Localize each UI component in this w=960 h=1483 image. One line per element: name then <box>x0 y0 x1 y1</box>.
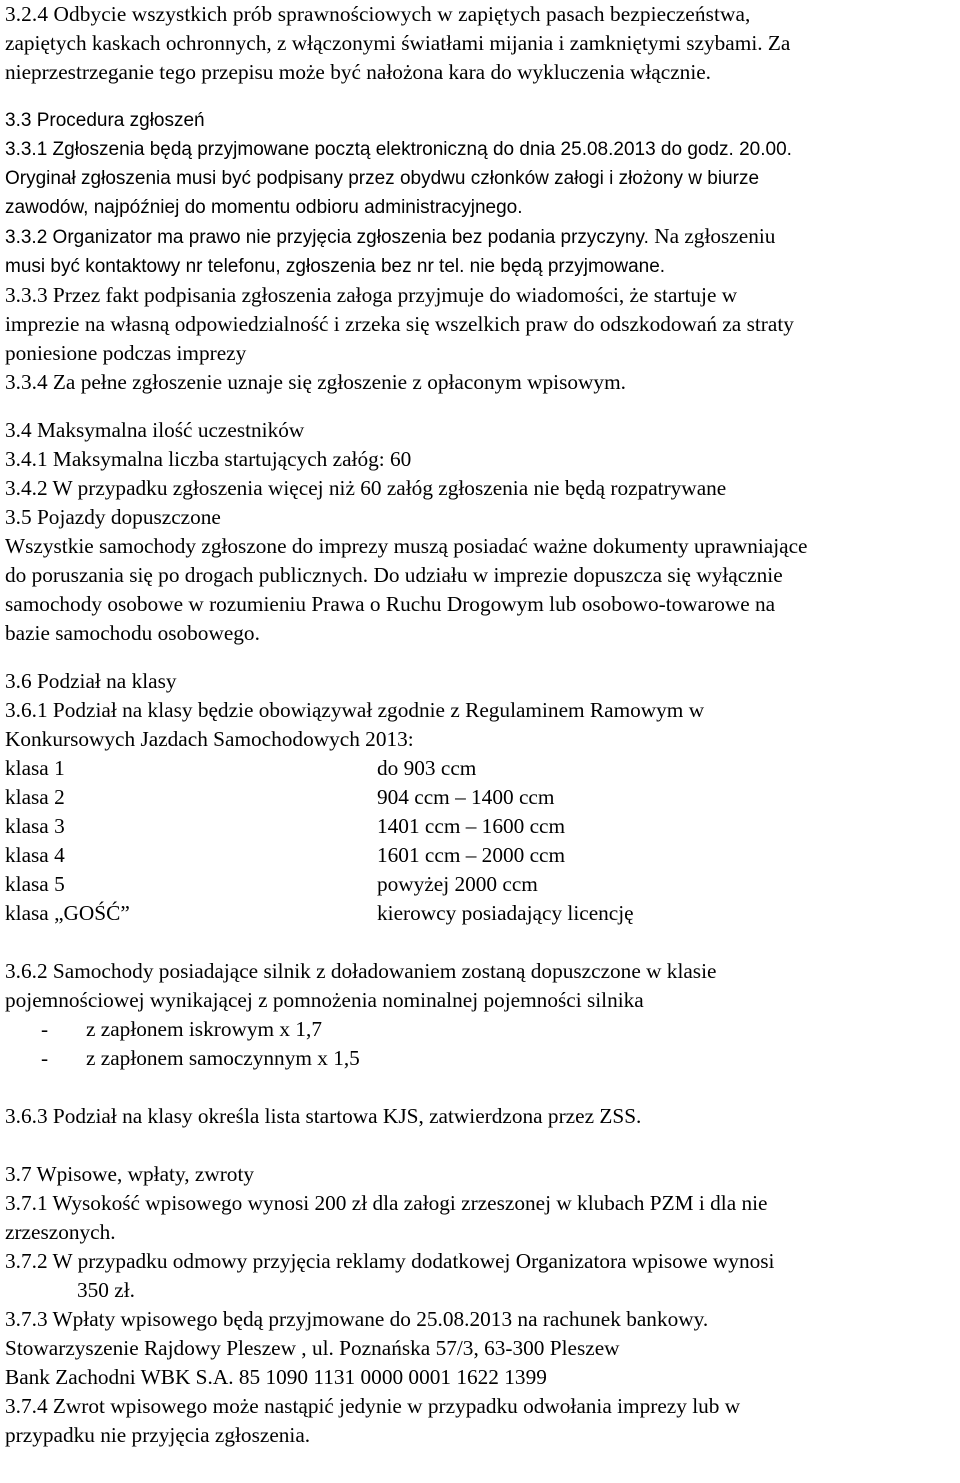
text-line: Wszystkie samochody zgłoszone do imprezy muszą posiadać ważne dokumenty uprawniające <box>5 534 808 558</box>
section-heading: 3.5 Pojazdy dopuszczone <box>5 505 221 529</box>
text-line: samochody osobowe w rozumieniu Prawa o Ruchu Drogowym lub osobowo-towarowe na <box>5 592 776 616</box>
section-heading: 3.4 Maksymalna ilość uczestników <box>5 418 305 442</box>
section-3-4 <box>5 416 957 503</box>
text-line: Bank Zachodni WBK S.A. 85 1090 1131 0000 0001 1622 1399 <box>5 1365 547 1389</box>
text-line: musi być kontaktowy nr telefonu, zgłoszenia bez nr tel. nie będą przyjmowane. <box>5 256 666 277</box>
list-item-text: z zapłonem iskrowym x 1,7 <box>86 1017 322 1041</box>
section-heading: 3.6 Podział na klasy <box>5 669 177 693</box>
text-line: bazie samochodu osobowego. <box>5 621 260 645</box>
section-3-6 <box>5 667 957 1131</box>
text-line: 3.6.2 Samochody posiadające silnik z doładowaniem zostaną dopuszczone w klasie <box>5 959 717 983</box>
class-name: klasa 2 <box>5 785 65 809</box>
text-line: Konkursowych Jazdach Samochodowych 2013: <box>5 727 414 751</box>
class-range: do 903 ccm <box>377 756 477 780</box>
class-row <box>5 841 957 870</box>
text-line <box>5 222 957 252</box>
text-line: 3.6.1 Podział na klasy będzie obowiązywał zgodnie z Regulaminem Ramowym w <box>5 698 705 722</box>
text-line: 3.4.1 Maksymalna liczba startujących załóg: 60 <box>5 447 412 471</box>
text-line: 3.7.4 Zwrot wpisowego może nastąpić jedynie w przypadku odwołania imprezy lub w <box>5 1394 741 1418</box>
section-3-2-4 <box>5 0 957 87</box>
text-line: Stowarzyszenie Rajdowy Pleszew , ul. Poznańska 57/3, 63-300 Pleszew <box>5 1336 620 1360</box>
list-item <box>5 1044 957 1073</box>
section-heading: 3.7 Wpisowe, wpłaty, zwroty <box>5 1162 255 1186</box>
class-range: powyżej 2000 ccm <box>377 872 538 896</box>
text-line: zrzeszonych. <box>5 1220 116 1244</box>
text-line: 3.3.3 Przez fakt podpisania zgłoszenia załoga przyjmuje do wiadomości, że startuje w <box>5 283 738 307</box>
section-3-7 <box>5 1160 957 1450</box>
text-line: nieprzestrzeganie tego przepisu może być nałożona kara do wykluczenia włącznie. <box>5 60 712 84</box>
text-line: 3.3.4 Za pełne zgłoszenie uznaje się zgłoszenie z opłaconym wpisowym. <box>5 370 626 394</box>
section-heading: 3.3 Procedura zgłoszeń <box>5 110 205 131</box>
text-line: 3.3.1 Zgłoszenia będą przyjmowane pocztą elektroniczną do dnia 25.08.2013 do godz. 20.00. <box>5 139 792 160</box>
text-line: 3.2.4 Odbycie wszystkich prób sprawnościowych w zapiętych pasach bezpieczeństwa, <box>5 2 751 26</box>
class-range: 904 ccm – 1400 ccm <box>377 785 555 809</box>
text-line: 350 zł. <box>77 1278 135 1302</box>
text-line: 3.7.2 W przypadku odmowy przyjęcia reklamy dodatkowej Organizatora wpisowe wynosi <box>5 1249 775 1273</box>
list-item <box>5 1015 957 1044</box>
text-line: 3.4.2 W przypadku zgłoszenia więcej niż 60 załóg zgłoszenia nie będą rozpatrywane <box>5 476 727 500</box>
bullet-dash: - <box>41 1017 49 1041</box>
text-line: do poruszania się po drogach publicznych. Do udziału w imprezie dopuszcza się wyłącznie <box>5 563 783 587</box>
section-3-3-3 <box>5 281 957 397</box>
class-table <box>5 754 957 928</box>
section-3-3 <box>5 106 957 281</box>
class-row <box>5 870 957 899</box>
section-3-5 <box>5 503 957 648</box>
text-span: Na zgłoszeniu <box>648 224 776 248</box>
text-line: 3.7.1 Wysokość wpisowego wynosi 200 zł dla załogi zrzeszonej w klubach PZM i dla nie <box>5 1191 768 1215</box>
class-range: kierowcy posiadający licencję <box>377 901 634 925</box>
class-range: 1401 ccm – 1600 ccm <box>377 814 566 838</box>
text-span: 3.3.2 Organizator ma prawo nie przyjęcia zgłoszenia bez podania przyczyny. <box>5 227 649 248</box>
text-line: zapiętych kaskach ochronnych, z włączonymi światłami mijania i zamkniętymi szybami. Za <box>5 31 791 55</box>
class-range: 1601 ccm – 2000 ccm <box>377 843 566 867</box>
class-row <box>5 899 957 928</box>
text-line: 3.6.3 Podział na klasy określa lista startowa KJS, zatwierdzona przez ZSS. <box>5 1104 642 1128</box>
class-row <box>5 812 957 841</box>
class-name: klasa 5 <box>5 872 65 896</box>
document-page <box>5 0 957 1450</box>
text-line: zawodów, najpóźniej do momentu odbioru administracyjnego. <box>5 197 523 218</box>
class-row <box>5 783 957 812</box>
text-line: przypadku nie przyjęcia zgłoszenia. <box>5 1423 311 1447</box>
text-line: 3.7.3 Wpłaty wpisowego będą przyjmowane do 25.08.2013 na rachunek bankowy. <box>5 1307 709 1331</box>
text-line: imprezie na własną odpowiedzialność i zrzeka się wszelkich praw do odszkodowań za straty <box>5 312 794 336</box>
class-row <box>5 754 957 783</box>
text-line: pojemnościowej wynikającej z pomnożenia nominalnej pojemności silnika <box>5 988 644 1012</box>
class-name: klasa 3 <box>5 814 65 838</box>
class-name: klasa „GOŚĆ” <box>5 901 130 925</box>
bullet-dash: - <box>41 1046 49 1070</box>
text-line: Oryginał zgłoszenia musi być podpisany przez obydwu członków załogi i złożony w biurze <box>5 168 760 189</box>
class-name: klasa 4 <box>5 843 65 867</box>
list-item-text: z zapłonem samoczynnym x 1,5 <box>86 1046 360 1070</box>
text-line: poniesione podczas imprezy <box>5 341 247 365</box>
class-name: klasa 1 <box>5 756 65 780</box>
